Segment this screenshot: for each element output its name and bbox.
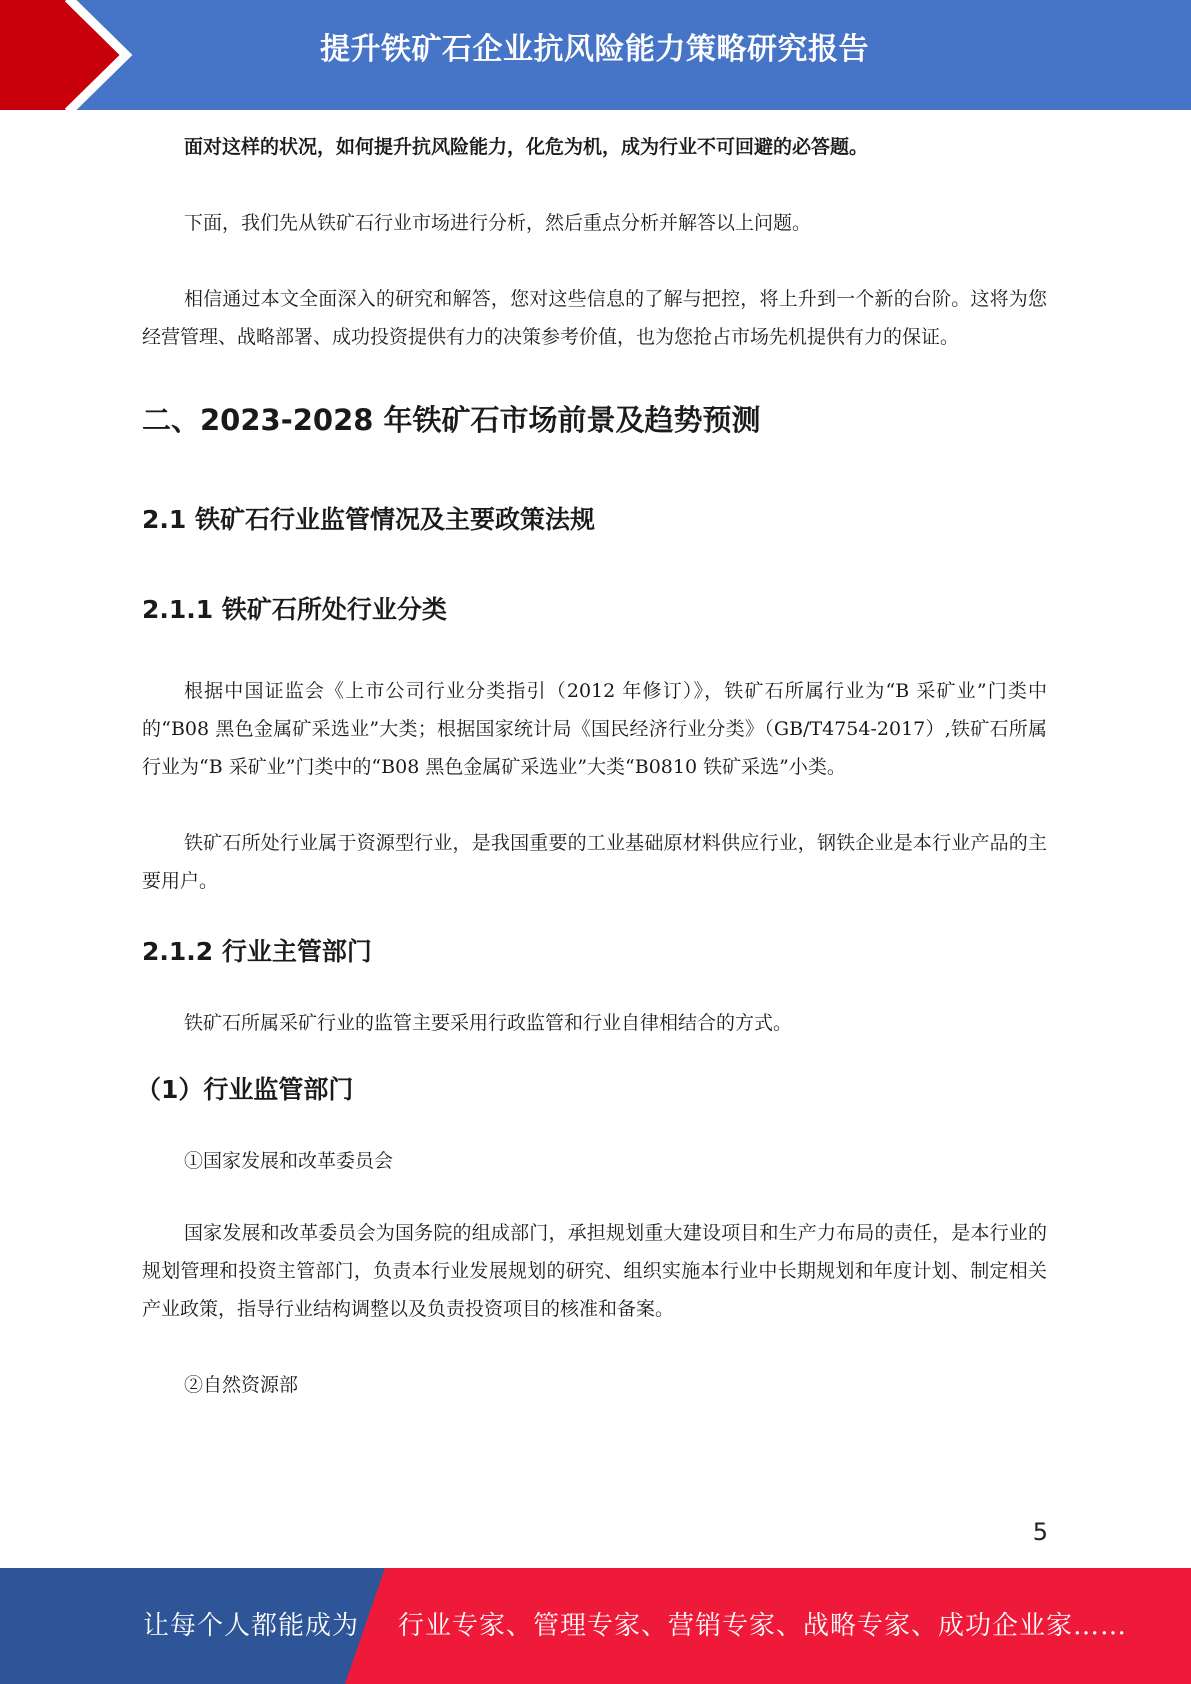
list-item-ndrc: ①国家发展和改革委员会 <box>184 1150 394 1172</box>
section-heading-2: 二、2023-2028 年铁矿石市场前景及趋势预测 <box>142 403 761 437</box>
subsection-heading-1: （1）行业监管部门 <box>136 1075 354 1104</box>
report-title: 提升铁矿石企业抗风险能力策略研究报告 <box>320 32 869 67</box>
footer-slogan-right: 行业专家、管理专家、营销专家、战略专家、成功企业家…… <box>398 1611 1128 1641</box>
paragraph-resource: 铁矿石所处行业属于资源型行业，是我国重要的工业基础原材料供应行业，钢铁企业是本行业产品的主要用户。 <box>142 832 1047 892</box>
paragraph-ndrc: 国家发展和改革委员会为国务院的组成部门，承担规划重大建设项目和生产力布局的责任，是本行业的规划管理和投资主管部门，负责本行业发展规划的研究、组织实施本行业中长期规划和年度计划、制定相关产业政策，指导行业结构调整以及负责投资项目的核准和备案。 <box>142 1222 1047 1320</box>
section-heading-2-1-1: 2.1.1 铁矿石所处行业分类 <box>142 595 447 624</box>
paragraph-supervision: 铁矿石所属采矿行业的监管主要采用行政监管和行业自律相结合的方式。 <box>184 1012 793 1034</box>
paragraph-value: 相信通过本文全面深入的研究和解答，您对这些信息的了解与把控，将上升到一个新的台阶。这将为您经营管理、战略部署、成功投资提供有力的决策参考价值，也为您抢占市场先机提供有力的保证。 <box>142 288 1047 348</box>
paragraph-intro: 面对这样的状况，如何提升抗风险能力，化危为机，成为行业不可回避的必答题。 <box>184 136 869 158</box>
header-banner <box>0 0 1191 110</box>
section-heading-2-1: 2.1 铁矿石行业监管情况及主要政策法规 <box>142 505 595 534</box>
paragraph-analysis: 下面，我们先从铁矿石行业市场进行分析，然后重点分析并解答以上问题。 <box>184 212 812 234</box>
header-chevron-icon <box>0 0 160 110</box>
page-number: 5 <box>1032 1518 1048 1546</box>
footer-banner <box>0 1568 1191 1684</box>
document-body <box>136 128 1047 1404</box>
list-item-mnr: ②自然资源部 <box>184 1374 299 1396</box>
section-heading-2-1-2: 2.1.2 行业主管部门 <box>142 937 372 966</box>
paragraph-classification: 根据中国证监会《上市公司行业分类指引（2012 年修订）》，铁矿石所属行业为“B 采矿业”门类中的“B08 黑色金属矿采选业”大类；根据国家统计局《国民经济行业分类》（GB/T4754-2017）,铁矿石所属行业为“B 采矿业”门类中的“B08 黑色金属矿采选业”大类“B0810 铁矿采选”小类。 <box>142 680 1047 778</box>
footer-slogan-left: 让每个人都能成为 <box>143 1611 360 1641</box>
